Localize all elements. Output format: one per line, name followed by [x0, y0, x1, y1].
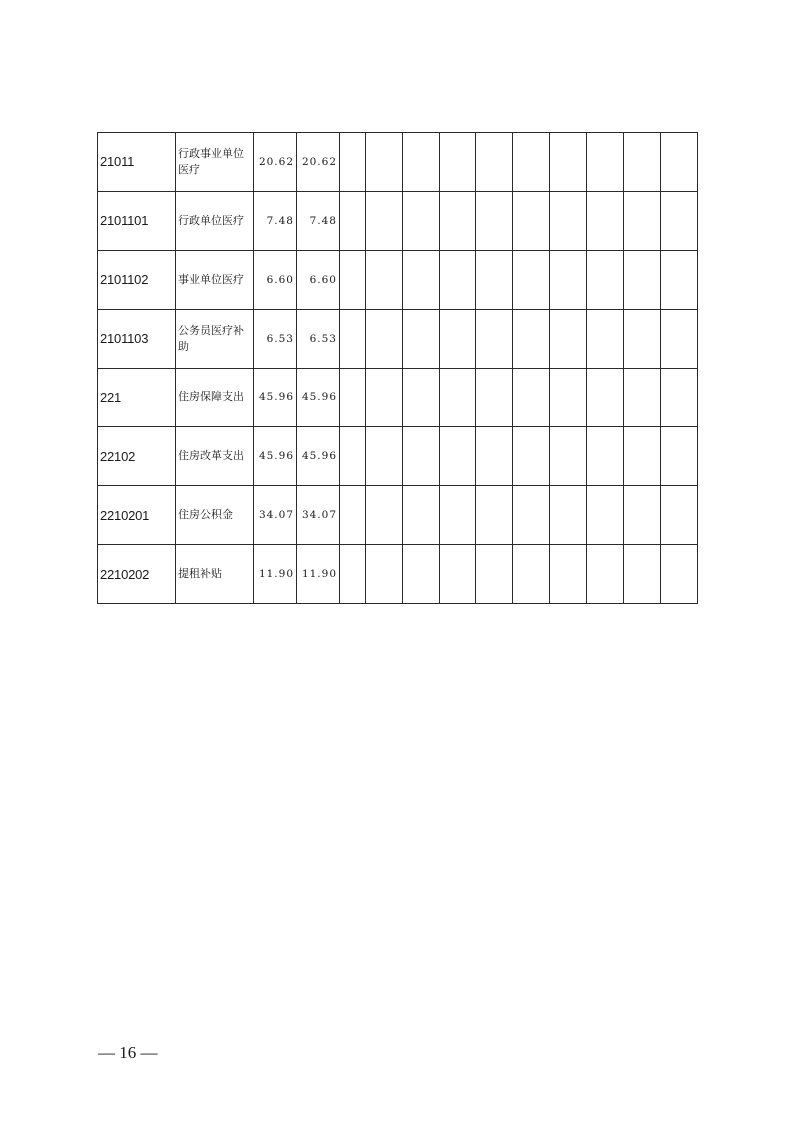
empty-cell — [624, 427, 661, 486]
empty-cell — [403, 486, 440, 545]
empty-cell — [661, 250, 698, 309]
basic-amount-cell: 7.48 — [297, 191, 340, 250]
total-amount-cell: 11.90 — [254, 545, 297, 604]
empty-cell — [550, 427, 587, 486]
total-amount-cell: 45.96 — [254, 368, 297, 427]
empty-cell — [550, 250, 587, 309]
basic-amount-cell: 20.62 — [297, 133, 340, 192]
empty-cell — [403, 545, 440, 604]
empty-cell — [550, 545, 587, 604]
empty-cell — [340, 133, 366, 192]
account-code-cell: 2210201 — [98, 486, 176, 545]
empty-cell — [476, 191, 513, 250]
table-row — [98, 250, 698, 309]
empty-cell — [366, 368, 403, 427]
account-name-cell: 行政单位医疗 — [176, 191, 254, 250]
empty-cell — [366, 133, 403, 192]
empty-cell — [587, 427, 624, 486]
empty-cell — [661, 309, 698, 368]
empty-cell — [340, 250, 366, 309]
account-name-cell: 行政事业单位医疗 — [176, 133, 254, 192]
account-name-cell: 住房公积金 — [176, 486, 254, 545]
table-row — [98, 309, 698, 368]
account-code-cell: 22102 — [98, 427, 176, 486]
empty-cell — [440, 427, 476, 486]
empty-cell — [587, 191, 624, 250]
account-name-cell: 住房改革支出 — [176, 427, 254, 486]
empty-cell — [440, 133, 476, 192]
empty-cell — [403, 133, 440, 192]
empty-cell — [661, 545, 698, 604]
account-name-cell: 住房保障支出 — [176, 368, 254, 427]
empty-cell — [366, 191, 403, 250]
empty-cell — [440, 545, 476, 604]
empty-cell — [340, 427, 366, 486]
empty-cell — [476, 427, 513, 486]
empty-cell — [403, 250, 440, 309]
empty-cell — [587, 250, 624, 309]
empty-cell — [587, 545, 624, 604]
empty-cell — [661, 427, 698, 486]
table-row — [98, 486, 698, 545]
empty-cell — [661, 133, 698, 192]
basic-amount-cell: 45.96 — [297, 368, 340, 427]
basic-amount-cell: 11.90 — [297, 545, 340, 604]
empty-cell — [587, 486, 624, 545]
empty-cell — [587, 368, 624, 427]
table-row — [98, 133, 698, 192]
table-row — [98, 545, 698, 604]
account-code-cell: 21011 — [98, 133, 176, 192]
empty-cell — [624, 545, 661, 604]
empty-cell — [366, 427, 403, 486]
empty-cell — [624, 368, 661, 427]
empty-cell — [550, 133, 587, 192]
empty-cell — [340, 545, 366, 604]
empty-cell — [340, 486, 366, 545]
empty-cell — [476, 250, 513, 309]
empty-cell — [440, 309, 476, 368]
empty-cell — [550, 191, 587, 250]
empty-cell — [366, 486, 403, 545]
account-code-cell: 2101102 — [98, 250, 176, 309]
empty-cell — [587, 133, 624, 192]
empty-cell — [340, 368, 366, 427]
empty-cell — [440, 368, 476, 427]
empty-cell — [513, 545, 550, 604]
total-amount-cell: 7.48 — [254, 191, 297, 250]
total-amount-cell: 45.96 — [254, 427, 297, 486]
empty-cell — [476, 133, 513, 192]
account-name-cell: 公务员医疗补助 — [176, 309, 254, 368]
empty-cell — [661, 486, 698, 545]
empty-cell — [366, 309, 403, 368]
empty-cell — [661, 368, 698, 427]
empty-cell — [550, 486, 587, 545]
total-amount-cell: 6.60 — [254, 250, 297, 309]
empty-cell — [403, 191, 440, 250]
empty-cell — [440, 191, 476, 250]
table-row — [98, 191, 698, 250]
empty-cell — [513, 250, 550, 309]
empty-cell — [624, 309, 661, 368]
account-code-cell: 2210202 — [98, 545, 176, 604]
table-body — [98, 133, 698, 604]
empty-cell — [340, 309, 366, 368]
basic-amount-cell: 45.96 — [297, 427, 340, 486]
empty-cell — [476, 486, 513, 545]
empty-cell — [440, 250, 476, 309]
empty-cell — [513, 133, 550, 192]
table-row — [98, 368, 698, 427]
page-number: — 16 — — [98, 1043, 158, 1062]
empty-cell — [403, 427, 440, 486]
empty-cell — [366, 250, 403, 309]
empty-cell — [476, 545, 513, 604]
empty-cell — [513, 486, 550, 545]
empty-cell — [340, 191, 366, 250]
account-name-cell: 提租补贴 — [176, 545, 254, 604]
total-amount-cell: 6.53 — [254, 309, 297, 368]
empty-cell — [366, 545, 403, 604]
empty-cell — [550, 309, 587, 368]
empty-cell — [624, 486, 661, 545]
empty-cell — [624, 133, 661, 192]
account-code-cell: 2101103 — [98, 309, 176, 368]
empty-cell — [476, 368, 513, 427]
empty-cell — [513, 368, 550, 427]
table-row — [98, 427, 698, 486]
empty-cell — [513, 427, 550, 486]
total-amount-cell: 34.07 — [254, 486, 297, 545]
empty-cell — [513, 309, 550, 368]
empty-cell — [403, 368, 440, 427]
basic-amount-cell: 6.60 — [297, 250, 340, 309]
empty-cell — [403, 309, 440, 368]
empty-cell — [661, 191, 698, 250]
account-name-cell: 事业单位医疗 — [176, 250, 254, 309]
empty-cell — [550, 368, 587, 427]
account-code-cell: 221 — [98, 368, 176, 427]
budget-table — [97, 132, 698, 604]
empty-cell — [587, 309, 624, 368]
empty-cell — [440, 486, 476, 545]
empty-cell — [513, 191, 550, 250]
basic-amount-cell: 34.07 — [297, 486, 340, 545]
total-amount-cell: 20.62 — [254, 133, 297, 192]
basic-amount-cell: 6.53 — [297, 309, 340, 368]
empty-cell — [476, 309, 513, 368]
empty-cell — [624, 250, 661, 309]
empty-cell — [624, 191, 661, 250]
account-code-cell: 2101101 — [98, 191, 176, 250]
